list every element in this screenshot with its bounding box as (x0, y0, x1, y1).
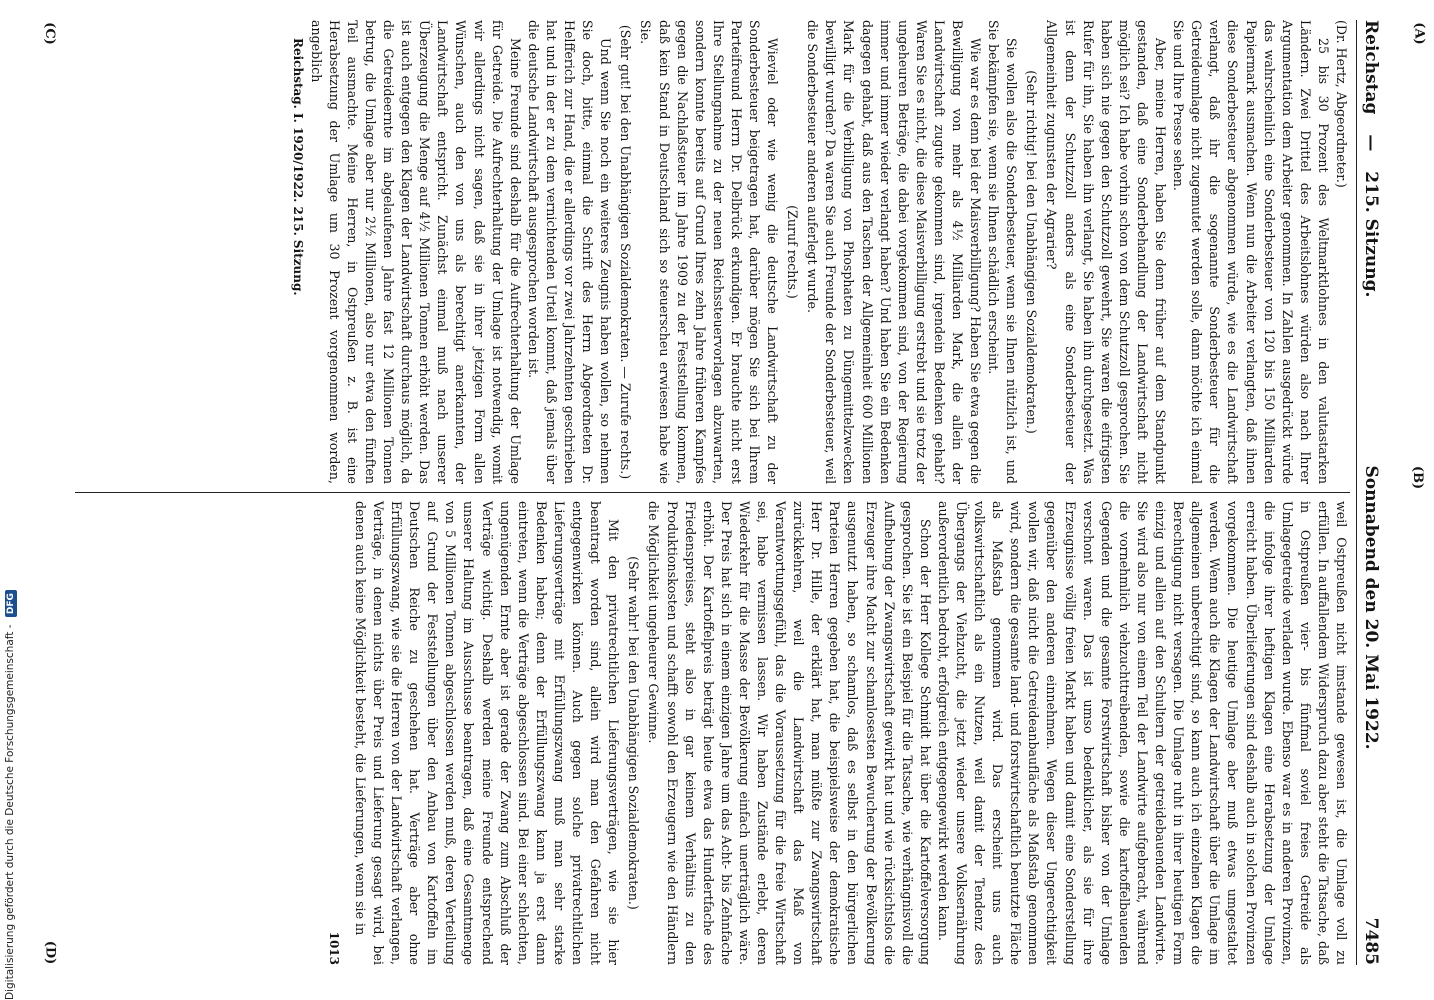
paragraph: Aber, meine Herren, haben Sie denn früher auf dem Standpunkt gestanden, daß eine Sonderbehandlung der Landwirtschaft nicht möglich sei? Ich habe vorhin schon von dem Schutzzoll gesprochen. Sie haben sich nie gegen den Schutzzoll gewehrt, Sie waren die eifrigsten Rufer für ihn, Sie haben ihn verlangt, Sie haben ihn durchgesetzt. Was ist denn der Schutzzoll anders als eine Sonderbesteuer der Allgemeinheit zugunsten der Agrarier? (1044, 20, 1169, 484)
header-title: Reichstag (1361, 20, 1381, 115)
interjection: (Zuruf rechts.) (785, 205, 801, 299)
paragraph: 25 bis 30 Prozent des Weltmarktlohnes in den valutastarken Ländern. Zwei Drittel des Arbeitslohnes würden also nach Ihrer Argumentation dem Arbeiter genommen. In Zahlen ausgedrückt würde das wahrscheinlich eine Sonderbesteuer von 120 bis 150 Milliarden Papiermark ausmachen. Wenn nun die Arbeiter verlangten, daß ihnen diese Sonderbesteuer abgenommen würde, wie es die Landwirtschaft verlangt, daß ihr die sogenannte Sonderbesteuer für die Getreideumlage nicht zugemutet werden solle, dann möchte ich einmal Sie und Ihre Presse sehen. (1171, 20, 1331, 484)
header-session: 215. Sitzung. (1361, 171, 1381, 298)
margin-marker-d: (D) (42, 940, 58, 965)
margin-marker-a: (A) (1411, 22, 1427, 45)
header-dash: — (1361, 134, 1381, 152)
paragraph: Sie wollen also die Sonderbesteuer, wenn sie Ihnen nützlich ist, und Sie bekämpfen sie, wenn sie Ihnen schädlich erscheint. (986, 20, 1020, 484)
page-header (1356, 20, 1390, 965)
dfg-logo: DFG (5, 590, 17, 617)
margin-marker-c: (C) (41, 22, 57, 45)
speaker-line: (Dr. Hertz, Abgeordneter.) (1334, 20, 1349, 188)
scanned-page (70, 20, 1400, 965)
paragraph: Meine Freunde sind deshalb für die Aufrechterhaltung der Umlage für Getreide. Die Aufrechterhaltung der Umlage ist notwendig, womit wir allerdings nicht sagen, daß sie in ihrer jetzigen Form allen Wünschen, auch den von uns als berechtigt anerkannten, der Landwirtschaft entspricht. Zunächst einmal muß nach unserer Überzeugung die Menge auf 4½ Millionen Tonnen erhöht werden. Das ist auch entgegen den Klagen der Landwirtschaft durchaus möglich, da die Getreideernte im abgelaufenen Jahre fast 12 Millionen Tonnen betrug, die Umlage aber nur 2½ Millionen, also nur etwa den fünften Teil ausmachte. Meine Herren, in Ostpreußen z. B. ist eine Herabsetzung der Umlage um 30 Prozent vorgenommen worden, angeblich (308, 20, 523, 484)
header-left (1361, 20, 1381, 297)
paragraph: Mit den privatrechtlichen Lieferungsverträgen, wie sie hier beantragt worden sind, allein wird man den Gefahren nicht entgegenwirken können. Auch gegen solche privatrechtlichen Lieferungsverträge mit Erfüllungszwang muß man sehr starke Bedenken haben; denn der Erfüllungszwang kann ja erst dann eintreten, wenn die Verträge abgeschlossen sind. Bei einer schlechten, ungenügenden Ernte aber ist gerade der Zwang zum Abschluß der Verträge wichtig. Deshalb werden meine Freunde entsprechend unserer Haltung im Ausschusse beantragen, daß eine Gesamtmenge von 5 Millionen Tonnen abgeschlossen werden muß, deren Verteilung auf Grund der Feststellungen über den Anbau von Kartoffeln im Deutschen Reiche zu geschehen hat. Verträge aber ohne Erfüllungszwang, wie sie die Herren von der Landwirtschaft verlangen, Verträge, in denen nichts über Preis und Lieferung gesagt wird, bei denen auch keine Möglichkeit besteht, die Lieferungen, wenn sie in (352, 501, 622, 965)
paragraph: Schon der Herr Kollege Schmidt hat über die Kartoffelversorgung gesprochen. Sie ist ein Beispiel für die Tatsache, wie verhängnisvoll die Aufhebung der Zwangswirtschaft gewirkt hat und wie rücksichtslos die Erzeuger ihre Macht zur schamlosesten Bewucherung der Bevölkerung ausgenutzt haben, so schamlos, daß es selbst in den bürgerlichen Parteien Herren gegeben hat, die beispielsweise der demokratische Herr Dr. Hille, der erklärt hat, man müßte zur Zwangswirtschaft zurückkehren, weil die Landwirtschaft das Maß von Verantwortungsgefühl, das die Voraussetzung für die freie Wirtschaft sei, habe vermissen lassen. Wir haben Zustände erlebt, deren Wiederkehr für die Masse der Bevölkerung einfach unerträglich wäre. Der Preis hat sich in einem einzigen Jahre um das Acht- bis Zehnfache erhöht. Der Kartoffelpreis beträgt heute etwa das Hundertfache des Friedenspreises, steht also in gar keinem Verhältnis zu den Produktionskosten und schafft sowohl den Erzeugern wie den Händlern die Möglichkeit ungeheurer Gewinne. (646, 501, 933, 965)
header-date: Sonnabend den 20. Mai 1922. (1361, 465, 1381, 750)
paragraph: Wieviel oder wie wenig die deutsche Landwirtschaft zu der Sonderbesteuer beigetragen hat, darüber mögen Sie sich bei Ihrem Parteifreund Herrn Dr. Delbrück erkundigen. Er brauchte nicht erst Ihre Stellungnahme zu der neuen Reichssteuervorlagen abzuwarten, sondern konnte bereits auf Grund Ihres zehn Jahre früheren Kampfes gegen die Nachlaßsteuer im Jahre 1909 zu der Feststellung kommen, daß kein Stand in Deutschland sich so steuerscheu erwiesen habe wie Sie. (638, 20, 781, 484)
paragraph: weil Ostpreußen nicht imstande gewesen ist, die Umlage voll zu erfüllen. In auffallendem Widerspruch dazu aber steht die Tatsache, daß in Ostpreußen vier- bis fünfmal soviel freies Getreide als Umlagegetreide verladen wurde. Ebenso war es in anderen Provinzen, die infolge ihrer heftigen Klagen eine Herabsetzung der Umlage erreicht haben. Überlieferungen sind deshalb auch in solchen Provinzen vorgekommen. Die heutige Umlage aber muß etwas umgestaltet werden. Wenn auch die Klagen der Landwirtschaft über die Umlage im allgemeinen unberechtigt sind, so kann auch ich einzelnen Klagen die Berechtigung nicht versagen. Die Umlage ruht in ihrer heutigen Form einzig und allein auf den Schultern der getreidebauenden Landwirte. Sie wird also nur von einem Teil der Landwirte aufgebracht, während die vornehmlich viehzuchttreibenden, sowie die kartoffelbauenden Gegenden und die gesamte Forstwirtschaft bisher von der Umlage verschont waren. Das ist umso bedenklicher, als sie für ihre Erzeugnisse völlig freien Markt haben und damit eine Sonderstellung gegenüber den anderen einnehmen. Wegen dieser Ungerechtigkeit wollen wir, daß nicht die Getreideanbaufläche als Maßstab genommen wird, sondern die gesamte land- und forstwirtschaftlich benutzte Fläche als Maßstab genommen wird. Das erscheint uns auch volkswirtschaftlich als ein Nutzen, weil damit der Tendenz des Übergangs der Viehzucht, die jetzt wieder unsere Volksernährung außerordentlich bedroht, erfolgreich entgegengewirkt werden kann. (935, 501, 1349, 965)
digitization-text: Digitalisierung gefördert durch die Deutsche Forschungsgemeinschaft - (4, 624, 16, 1000)
paragraph: Wie war es denn bei der Maisverbilligung? Haben Sie etwa gegen die Bewilligung von mehr als 4½ Milliarden Mark, die allein der Landwirtschaft zugute gekommen sind, irgendein Bedenken gehabt? Waren Sie es nicht, die diese Maisverbilligung erstrebt und sie trotz der ungeheuren Beträge, die dabei vorgekommen sind, von der Regierung immer und immer wieder verlangt haben? Und haben Sie ein Bedenken dagegen gehabt, daß aus den Taschen der Allgemeinheit 600 Millionen Mark für die Verbilligung von Phosphaten zu Düngemittelzwecken bewilligt wurden? Da waren Sie auch Freunde der Sonderbesteuer, weil die Sonderbesteuer anderen auferlegt wurde. (805, 20, 984, 484)
page-footer: Reichstag. I. 1920/1922. 215. Sitzung. (290, 38, 305, 296)
header-page-number: 7485 (1361, 917, 1381, 965)
interjection: (Sehr wahr! bei den Unabhängigen Sozialdemokraten.) (626, 556, 642, 910)
interjection: (Sehr richtig! bei den Unabhängigen Sozialdemokraten.) (1024, 70, 1040, 434)
sheet-number: 1013 (326, 931, 341, 965)
digitization-note (4, 590, 17, 1000)
rotated-page-content (70, 20, 1400, 965)
interjection: (Sehr gut! bei den Unabhängigen Sozialdemokraten. — Zurufe rechts.) (618, 24, 634, 480)
paragraph: Und wenn Sie noch ein weiteres Zeugnis haben wollen, so nehmen Sie doch, bitte, einmal die Schrift des Herrn Abgeordneten Dr. Helfferich zur Hand, die er allerdings vor zwei Jahrzehnten geschrieben hat und in der er zu dem vernichtenden Urteil kommt, daß jemals über die deutsche Landwirtschaft ausgesprochen worden ist. (525, 20, 614, 484)
margin-marker-b: (B) (1410, 465, 1426, 490)
two-column-body (75, 20, 1350, 965)
right-column (75, 492, 1350, 965)
left-column (75, 20, 1350, 492)
